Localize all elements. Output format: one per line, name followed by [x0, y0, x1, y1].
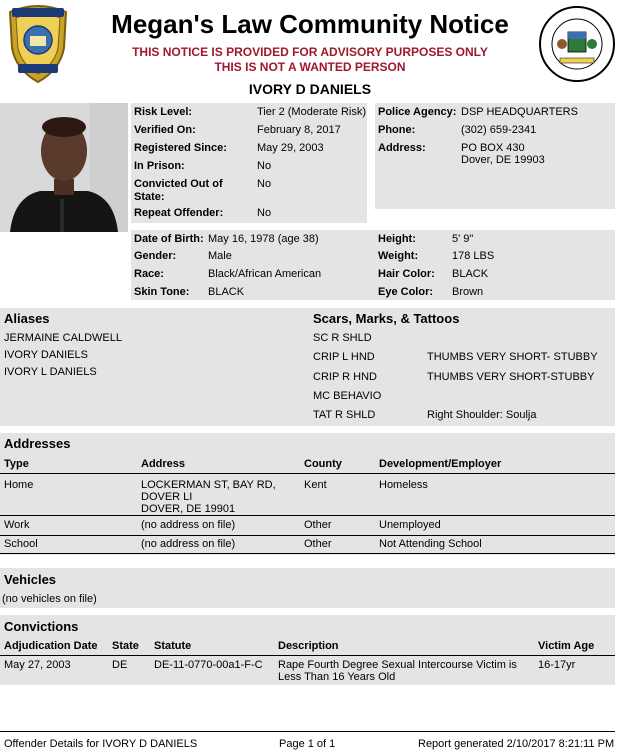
offender-name: IVORY D DANIELS	[248, 81, 372, 97]
race-label: Race:	[134, 268, 164, 280]
phone-value: (302) 659-2341	[461, 124, 537, 136]
state-police-badge	[4, 2, 72, 84]
alias-item: IVORY L DANIELS	[4, 366, 97, 378]
addr-row-employer: Not Attending School	[379, 538, 482, 550]
hair-color-value: BLACK	[452, 268, 489, 280]
footer-page-number: Page 1 of 1	[279, 738, 336, 750]
gender-value: Male	[208, 250, 232, 262]
skin-tone-label: Skin Tone:	[134, 286, 190, 298]
offender-photo	[0, 103, 128, 232]
vehicles-value: (no vehicles on file)	[2, 593, 97, 605]
weight-value: 178 LBS	[452, 250, 495, 262]
conv-row-statute: DE-11-0770-00a1-F-C	[154, 659, 263, 671]
repeat-offender-value: No	[257, 207, 272, 219]
conv-header-rule	[0, 655, 615, 656]
addr-row-rule	[0, 553, 615, 554]
convicted-out-of-state-value: No	[257, 178, 272, 190]
addresses-panel	[0, 433, 615, 555]
scar-code: CRIP R HND	[313, 371, 377, 383]
addr-row-employer: Homeless	[379, 479, 428, 491]
dob-label: Date of Birth:	[134, 233, 204, 245]
advisory-line-2: THIS IS NOT A WANTED PERSON	[214, 60, 406, 74]
skin-tone-value: BLACK	[208, 286, 245, 298]
conv-row-victim-age: 16-17yr	[538, 659, 576, 671]
conv-col-state: State	[112, 640, 139, 652]
dob-value: May 16, 1978 (age 38)	[208, 233, 319, 245]
height-label: Height:	[378, 233, 416, 245]
race-value: Black/African American	[208, 268, 322, 280]
convicted-out-of-state-label: Convicted Out of State:	[134, 178, 223, 203]
agency-address-label: Address:	[378, 142, 426, 154]
addr-row-county: Kent	[304, 479, 327, 491]
addr-row-line: (no address on file)	[141, 519, 236, 531]
addr-row-employer: Unemployed	[379, 519, 441, 531]
conv-row-date: May 27, 2003	[4, 659, 71, 671]
in-prison-label: In Prison:	[134, 160, 185, 172]
conv-row-description: Less Than 16 Years Old	[278, 671, 396, 683]
addr-col-county: County	[304, 458, 342, 470]
page-title: Megan's Law Community Notice	[111, 9, 509, 39]
aliases-heading: Aliases	[4, 311, 50, 326]
scar-code: SC R SHLD	[313, 332, 372, 344]
conv-col-description: Description	[278, 640, 339, 652]
addr-row-line: LOCKERMAN ST, BAY RD,	[141, 479, 276, 491]
weight-label: Weight:	[378, 250, 419, 262]
registered-since-value: May 29, 2003	[257, 142, 324, 154]
scars-heading: Scars, Marks, & Tattoos	[313, 311, 460, 326]
addr-row-county: Other	[304, 538, 332, 550]
agency-address-line-2: Dover, DE 19903	[461, 154, 545, 166]
alias-item: JERMAINE CALDWELL	[4, 332, 122, 344]
hair-color-label: Hair Color:	[378, 268, 435, 280]
verified-on-label: Verified On:	[134, 124, 196, 136]
addr-row-rule	[0, 515, 615, 516]
scar-desc: THUMBS VERY SHORT-STUBBY	[427, 371, 595, 383]
conv-col-date: Adjudication Date	[4, 640, 98, 652]
addr-row-rule	[0, 535, 615, 536]
addr-row-line: (no address on file)	[141, 538, 236, 550]
phone-label: Phone:	[378, 124, 416, 136]
agency-address-line-1: PO BOX 430	[461, 142, 525, 154]
addr-row-type: Home	[4, 479, 34, 491]
verified-on-value: February 8, 2017	[257, 124, 341, 136]
addr-row-line: DOVER LI	[141, 491, 193, 503]
registered-since-label: Registered Since:	[134, 142, 227, 154]
footer-rule	[0, 731, 615, 732]
scar-desc: Right Shoulder: Soulja	[427, 409, 537, 421]
in-prison-value: No	[257, 160, 272, 172]
eye-color-value: Brown	[452, 286, 484, 298]
conv-row-state: DE	[112, 659, 128, 671]
risk-level-label: Risk Level:	[134, 106, 193, 118]
addresses-heading: Addresses	[4, 436, 71, 451]
state-seal	[538, 4, 616, 84]
police-agency-label: Police Agency:	[378, 106, 457, 118]
addr-col-address: Address	[141, 458, 186, 470]
footer-offender-details: Offender Details for IVORY D DANIELS	[4, 738, 198, 750]
convictions-heading: Convictions	[4, 619, 79, 634]
addr-row-county: Other	[304, 519, 332, 531]
conv-row-description: Rape Fourth Degree Sexual Intercourse Victim is	[278, 659, 517, 671]
risk-level-value: Tier 2 (Moderate Risk)	[257, 106, 367, 118]
scar-desc: THUMBS VERY SHORT- STUBBY	[427, 351, 598, 363]
conv-col-statute: Statute	[154, 640, 192, 652]
scar-code: TAT R SHLD	[313, 409, 376, 421]
alias-item: IVORY DANIELS	[4, 349, 88, 361]
addr-row-type: Work	[4, 519, 30, 531]
scar-code: MC BEHAVIO	[313, 390, 382, 402]
vehicles-heading: Vehicles	[4, 572, 57, 587]
eye-color-label: Eye Color:	[378, 286, 434, 298]
footer-report-generated: Report generated 2/10/2017 8:21:11 PM	[418, 738, 615, 750]
police-agency-value: DSP HEADQUARTERS	[461, 106, 578, 118]
scar-code: CRIP L HND	[313, 351, 375, 363]
conv-col-victim-age: Victim Age	[538, 640, 595, 652]
advisory-line-1: THIS NOTICE IS PROVIDED FOR ADVISORY PURPOSES ONLY	[132, 45, 488, 59]
addr-header-rule	[0, 473, 615, 474]
addr-col-employer: Development/Employer	[379, 458, 502, 470]
addr-row-line: DOVER, DE 19901	[141, 503, 236, 515]
gender-label: Gender:	[134, 250, 177, 262]
height-value: 5' 9"	[452, 233, 474, 245]
addr-col-type: Type	[4, 458, 29, 470]
repeat-offender-label: Repeat Offender:	[134, 207, 224, 219]
addr-row-type: School	[4, 538, 38, 550]
